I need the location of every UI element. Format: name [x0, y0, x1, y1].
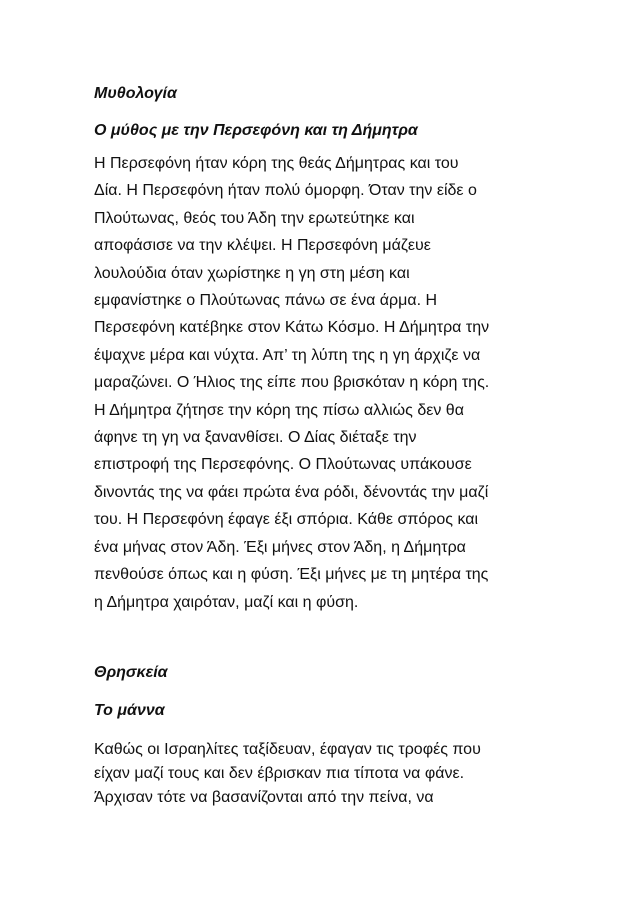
text-line: Δία. Η Περσεφόνη ήταν πολύ όμορφη. Όταν την είδε ο [94, 182, 477, 200]
section-heading-religion: Θρησκεία [94, 664, 168, 681]
paragraph-persephone-myth [94, 150, 564, 616]
text-line: η Δήμητρα χαιρόταν, μαζί και η φύση. [94, 593, 359, 611]
text-line: Καθώς οι Ισραηλίτες ταξίδευαν, έφαγαν τις τροφές που [94, 741, 481, 758]
text-line: αποφάσισε να την κλέψει. Η Περσεφόνη μάζευε [94, 237, 431, 255]
subheading-persephone-myth: Ο μύθος με την Περσεφόνη και τη Δήμητρα [94, 122, 418, 139]
text-line: του. Η Περσεφόνη έφαγε έξι σπόρια. Κάθε σπόρος και [94, 511, 479, 529]
text-line: άφηνε τη γη να ξανανθίσει. Ο Δίας διέταξε την [94, 429, 417, 447]
text-line: Περσεφόνη κατέβηκε στον Κάτω Κόσμο. Η Δήμητρα την [94, 319, 490, 337]
text-line: είχαν μαζί τους και δεν έβρισκαν πια τίποτα να φάνε. [94, 765, 465, 782]
text-line: λουλούδια όταν χωρίστηκε η γη στη μέση και [94, 264, 410, 282]
text-line: Η Περσεφόνη ήταν κόρη της θεάς Δήμητρας και του [94, 155, 459, 172]
text-line: δινοντάς της να φάει πρώτα ένα ρόδι, δένοντάς την μαζί [94, 483, 489, 501]
subheading-manna: Το μάννα [94, 702, 165, 719]
paragraph-manna [94, 738, 564, 810]
text-line: Πλούτωνας, θεός του Άδη την ερωτεύτηκε και [94, 209, 415, 227]
text-line: πενθούσε όπως και η φύση. Έξι μήνες με τη μητέρα της [94, 566, 489, 584]
section-heading-mythology: Μυθολογία [94, 85, 177, 102]
text-line: μαραζώνει. Ο Ήλιος της είπε που βρισκόταν η κόρη της. [94, 374, 490, 392]
text-line: εμφανίστηκε ο Πλούτωνας πάνω σε ένα άρμα. Η [94, 292, 438, 310]
text-line: Η Δήμητρα ζήτησε την κόρη της πίσω αλλιώς δεν θα [94, 401, 464, 419]
text-line: επιστροφή της Περσεφόνης. Ο Πλούτωνας υπάκουσε [94, 456, 472, 474]
text-line: ένα μήνας στον Άδη. Έξι μήνες στον Άδη, η Δήμητρα [94, 538, 466, 556]
text-line: Άρχισαν τότε να βασανίζονται από την πείνα, να [94, 789, 434, 806]
text-line: έψαχνε μέρα και νύχτα. Απ’ τη λύπη της η γη άρχιζε να [94, 346, 481, 364]
